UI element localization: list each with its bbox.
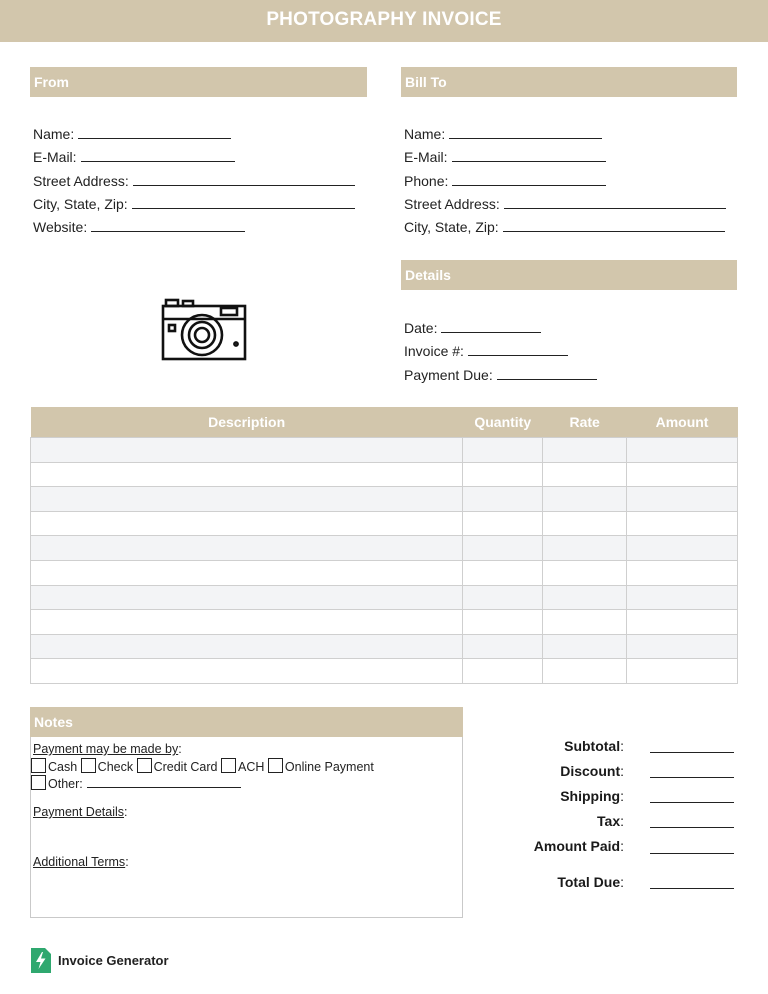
amount-cell[interactable] (627, 585, 738, 610)
table-row (31, 585, 738, 610)
amount-cell[interactable] (627, 462, 738, 487)
description-cell[interactable] (31, 659, 463, 684)
description-cell[interactable] (31, 462, 463, 487)
from-city-field[interactable]: City, State, Zip: (33, 194, 355, 212)
rate-cell[interactable] (543, 610, 627, 635)
lightning-icon (31, 948, 51, 973)
rate-cell[interactable] (543, 487, 627, 512)
rate-cell[interactable] (543, 560, 627, 585)
quantity-cell[interactable] (463, 560, 543, 585)
credit-card-checkbox[interactable] (137, 758, 152, 773)
table-row (31, 560, 738, 585)
other-checkbox[interactable] (31, 775, 46, 790)
from-street-field[interactable]: Street Address: (33, 171, 355, 189)
rate-cell[interactable] (543, 659, 627, 684)
amount-cell[interactable] (627, 634, 738, 659)
table-row (31, 438, 738, 463)
rate-cell[interactable] (543, 462, 627, 487)
table-row (31, 511, 738, 536)
description-cell[interactable] (31, 610, 463, 635)
total-due-field[interactable] (650, 887, 734, 889)
amount-cell[interactable] (627, 487, 738, 512)
from-name-field[interactable]: Name: (33, 124, 231, 142)
subtotal-field[interactable] (650, 751, 734, 753)
table-row (31, 462, 738, 487)
shipping-field[interactable] (650, 801, 734, 803)
shipping-label: Shipping: (560, 788, 624, 804)
online-payment-option[interactable]: Online Payment (268, 760, 374, 774)
other-option[interactable]: Other: (31, 775, 241, 791)
rate-cell[interactable] (543, 438, 627, 463)
ach-option[interactable]: ACH (221, 760, 264, 774)
cash-checkbox[interactable] (31, 758, 46, 773)
rate-cell[interactable] (543, 634, 627, 659)
quantity-cell[interactable] (463, 462, 543, 487)
description-cell[interactable] (31, 487, 463, 512)
table-row (31, 487, 738, 512)
quantity-cell[interactable] (463, 585, 543, 610)
payment-options (31, 758, 374, 774)
quantity-cell[interactable] (463, 610, 543, 635)
description-cell[interactable] (31, 634, 463, 659)
quantity-cell[interactable] (463, 438, 543, 463)
additional-terms-label: Additional Terms: (33, 855, 129, 869)
brand-name: Invoice Generator (58, 953, 169, 968)
bill-to-city-field[interactable]: City, State, Zip: (404, 217, 725, 235)
total-due-label: Total Due: (557, 874, 624, 890)
subtotal-label: Subtotal: (564, 738, 624, 754)
amount-paid-label: Amount Paid: (533, 838, 624, 854)
amount-cell[interactable] (627, 659, 738, 684)
bill-to-heading: Bill To (401, 67, 737, 97)
amount-cell[interactable] (627, 438, 738, 463)
from-email-field[interactable]: E-Mail: (33, 147, 235, 165)
rate-cell[interactable] (543, 511, 627, 536)
table-row (31, 634, 738, 659)
rate-cell[interactable] (543, 536, 627, 561)
items-table (30, 407, 738, 684)
date-field[interactable]: Date: (404, 318, 541, 336)
bill-to-street-field[interactable]: Street Address: (404, 194, 726, 212)
check-checkbox[interactable] (81, 758, 96, 773)
online-payment-checkbox[interactable] (268, 758, 283, 773)
credit-card-option[interactable]: Credit Card (137, 760, 218, 774)
page-title: PHOTOGRAPHY INVOICE (266, 9, 502, 30)
description-cell[interactable] (31, 511, 463, 536)
description-cell[interactable] (31, 585, 463, 610)
amount-cell[interactable] (627, 610, 738, 635)
table-row (31, 659, 738, 684)
check-option[interactable]: Check (81, 760, 133, 774)
from-heading: From (30, 67, 367, 97)
table-row (31, 610, 738, 635)
description-cell[interactable] (31, 438, 463, 463)
amount-cell[interactable] (627, 560, 738, 585)
quantity-cell[interactable] (463, 511, 543, 536)
quantity-cell[interactable] (463, 659, 543, 684)
payment-methods-label: Payment may be made by: (33, 742, 182, 756)
tax-label: Tax: (597, 813, 624, 829)
column-header-rate: Rate (543, 407, 627, 438)
camera-icon (161, 298, 247, 362)
payment-details-label: Payment Details: (33, 805, 128, 819)
bill-to-email-field[interactable]: E-Mail: (404, 147, 606, 165)
discount-field[interactable] (650, 776, 734, 778)
bill-to-name-field[interactable]: Name: (404, 124, 602, 142)
amount-cell[interactable] (627, 536, 738, 561)
tax-field[interactable] (650, 826, 734, 828)
amount-cell[interactable] (627, 511, 738, 536)
ach-checkbox[interactable] (221, 758, 236, 773)
quantity-cell[interactable] (463, 536, 543, 561)
invoice-number-field[interactable]: Invoice #: (404, 341, 568, 359)
amount-paid-field[interactable] (650, 852, 734, 854)
notes-heading: Notes (30, 707, 463, 737)
discount-label: Discount: (560, 763, 624, 779)
quantity-cell[interactable] (463, 487, 543, 512)
from-website-field[interactable]: Website: (33, 217, 245, 235)
details-heading: Details (401, 260, 737, 290)
rate-cell[interactable] (543, 585, 627, 610)
column-header-amount: Amount (627, 407, 738, 438)
column-header-quantity: Quantity (463, 407, 543, 438)
cash-option[interactable]: Cash (31, 760, 77, 774)
table-row (31, 536, 738, 561)
quantity-cell[interactable] (463, 634, 543, 659)
payment-due-field[interactable]: Payment Due: (404, 365, 597, 383)
bill-to-phone-field[interactable]: Phone: (404, 171, 606, 189)
description-cell[interactable] (31, 560, 463, 585)
column-header-description: Description (31, 407, 463, 438)
description-cell[interactable] (31, 536, 463, 561)
